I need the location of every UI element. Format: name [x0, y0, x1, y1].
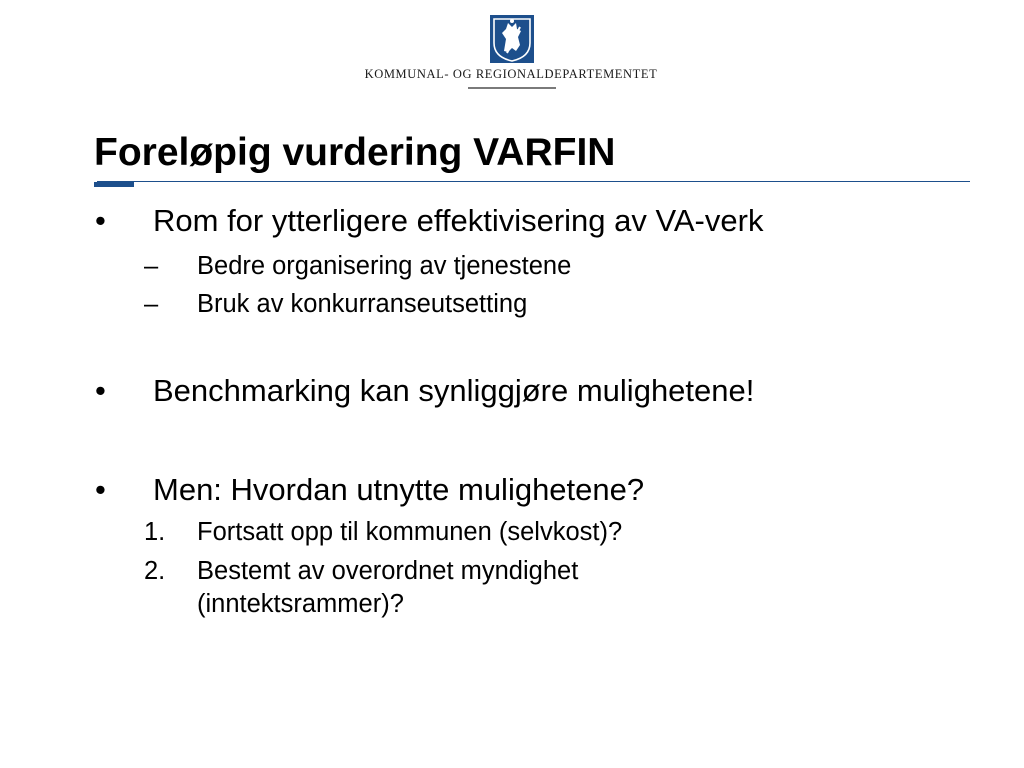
- sub-bullet-text: Bruk av konkurranseutsetting: [197, 290, 528, 318]
- bullet-marker: •: [95, 472, 106, 507]
- slide-title: Foreløpig vurdering VARFIN: [94, 131, 616, 174]
- numbered-marker: 1.: [144, 518, 166, 546]
- bullet-text: Benchmarking kan synliggjøre mulighetene!: [153, 373, 755, 408]
- sub-bullet-text: Bedre organisering av tjenestene: [197, 252, 572, 280]
- department-name: KOMMUNAL- OG REGIONALDEPARTEMENTET: [364, 67, 658, 81]
- sub-bullet-marker: –: [144, 290, 159, 318]
- department-underline: [468, 87, 556, 89]
- bullet-marker: •: [95, 203, 106, 238]
- title-accent-bar: [94, 182, 134, 187]
- bullet-text: Men: Hvordan utnytte mulighetene?: [153, 472, 645, 507]
- title-divider: [97, 181, 970, 182]
- numbered-text: Bestemt av overordnet myndighet: [197, 557, 579, 585]
- numbered-text: Fortsatt opp til kommunen (selvkost)?: [197, 518, 623, 546]
- numbered-text-continuation: (inntektsrammer)?: [197, 590, 404, 618]
- sub-bullet-marker: –: [144, 252, 159, 280]
- bullet-text: Rom for ytterligere effektivisering av VA-verk: [153, 203, 764, 238]
- numbered-marker: 2.: [144, 557, 166, 585]
- norwegian-coat-of-arms-icon: [490, 15, 534, 63]
- bullet-marker: •: [95, 373, 106, 408]
